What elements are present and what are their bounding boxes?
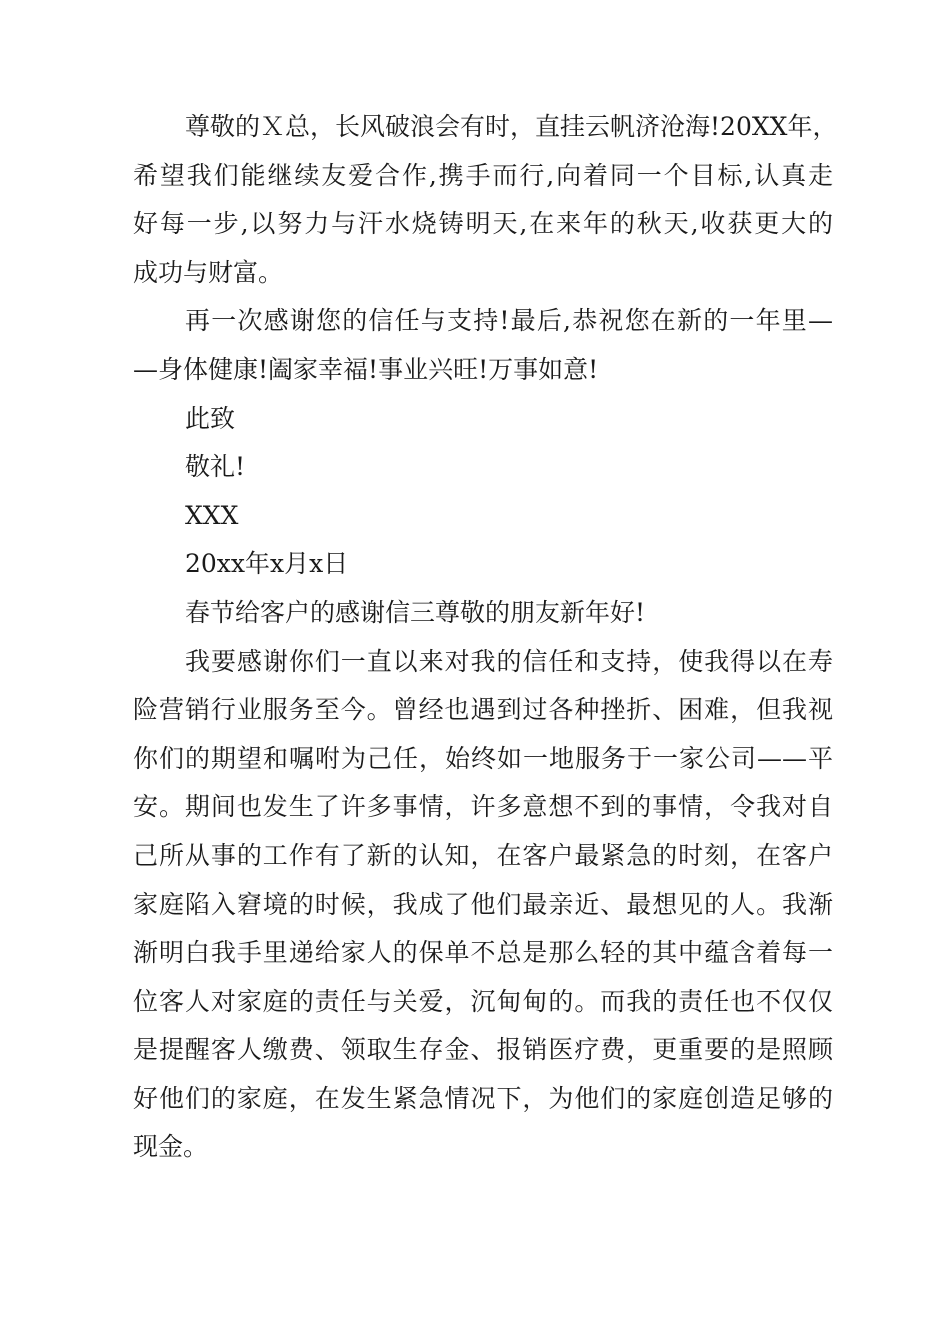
section-heading: 春节给客户的感谢信三尊敬的朋友新年好!	[185, 597, 646, 627]
paragraph-line: 是提醒客人缴费、领取生存金、报销医疗费，更重要的是照顾	[133, 1035, 833, 1065]
paragraph-line: 好每一步,以努力与汗水烧铸明天,在来年的秋天,收获更大的	[133, 209, 833, 239]
paragraph-line: 现金。	[133, 1132, 209, 1162]
signature-date: 20xx年x月x日	[185, 549, 349, 579]
closing-line: 此致	[185, 403, 236, 433]
paragraph-line: 希望我们能继续友爱合作,携手而行,向着同一个目标,认真走	[133, 160, 833, 190]
paragraph-line: 险营销行业服务至今。曾经也遇到过各种挫折、困难，但我视	[133, 695, 833, 725]
paragraph-line: 家庭陷入窘境的时候，我成了他们最亲近、最想见的人。我渐	[133, 889, 833, 919]
paragraph-line: 安。期间也发生了许多事情，许多意想不到的事情，令我对自	[133, 792, 833, 822]
paragraph-line: —身体健康!阖家幸福!事业兴旺!万事如意!	[133, 354, 599, 384]
document-body	[133, 103, 838, 1172]
paragraph-line: 渐明白我手里递给家人的保单不总是那么轻的其中蕴含着每一	[133, 938, 833, 968]
paragraph-line: 尊敬的Ｘ总，长风破浪会有时，直挂云帆济沧海!20XX年，	[185, 112, 838, 141]
paragraph-line: 你们的期望和嘱咐为己任，始终如一地服务于一家公司——平	[133, 743, 833, 773]
paragraph-line: 好他们的家庭，在发生紧急情况下，为他们的家庭创造足够的	[133, 1083, 833, 1113]
paragraph-line: 成功与财富。	[133, 257, 284, 287]
signature-name: XXX	[185, 500, 239, 530]
paragraph-line: 己所从事的工作有了新的认知，在客户最紧急的时刻，在客户	[133, 840, 833, 870]
paragraph-line: 位客人对家庭的责任与关爱，沉甸甸的。而我的责任也不仅仅	[133, 986, 833, 1016]
closing-salutation: 敬礼!	[185, 452, 246, 482]
paragraph-line: 再一次感谢您的信任与支持!最后,恭祝您在新的一年里—	[185, 306, 833, 336]
paragraph-line: 我要感谢你们一直以来对我的信任和支持，使我得以在寿	[185, 646, 833, 676]
